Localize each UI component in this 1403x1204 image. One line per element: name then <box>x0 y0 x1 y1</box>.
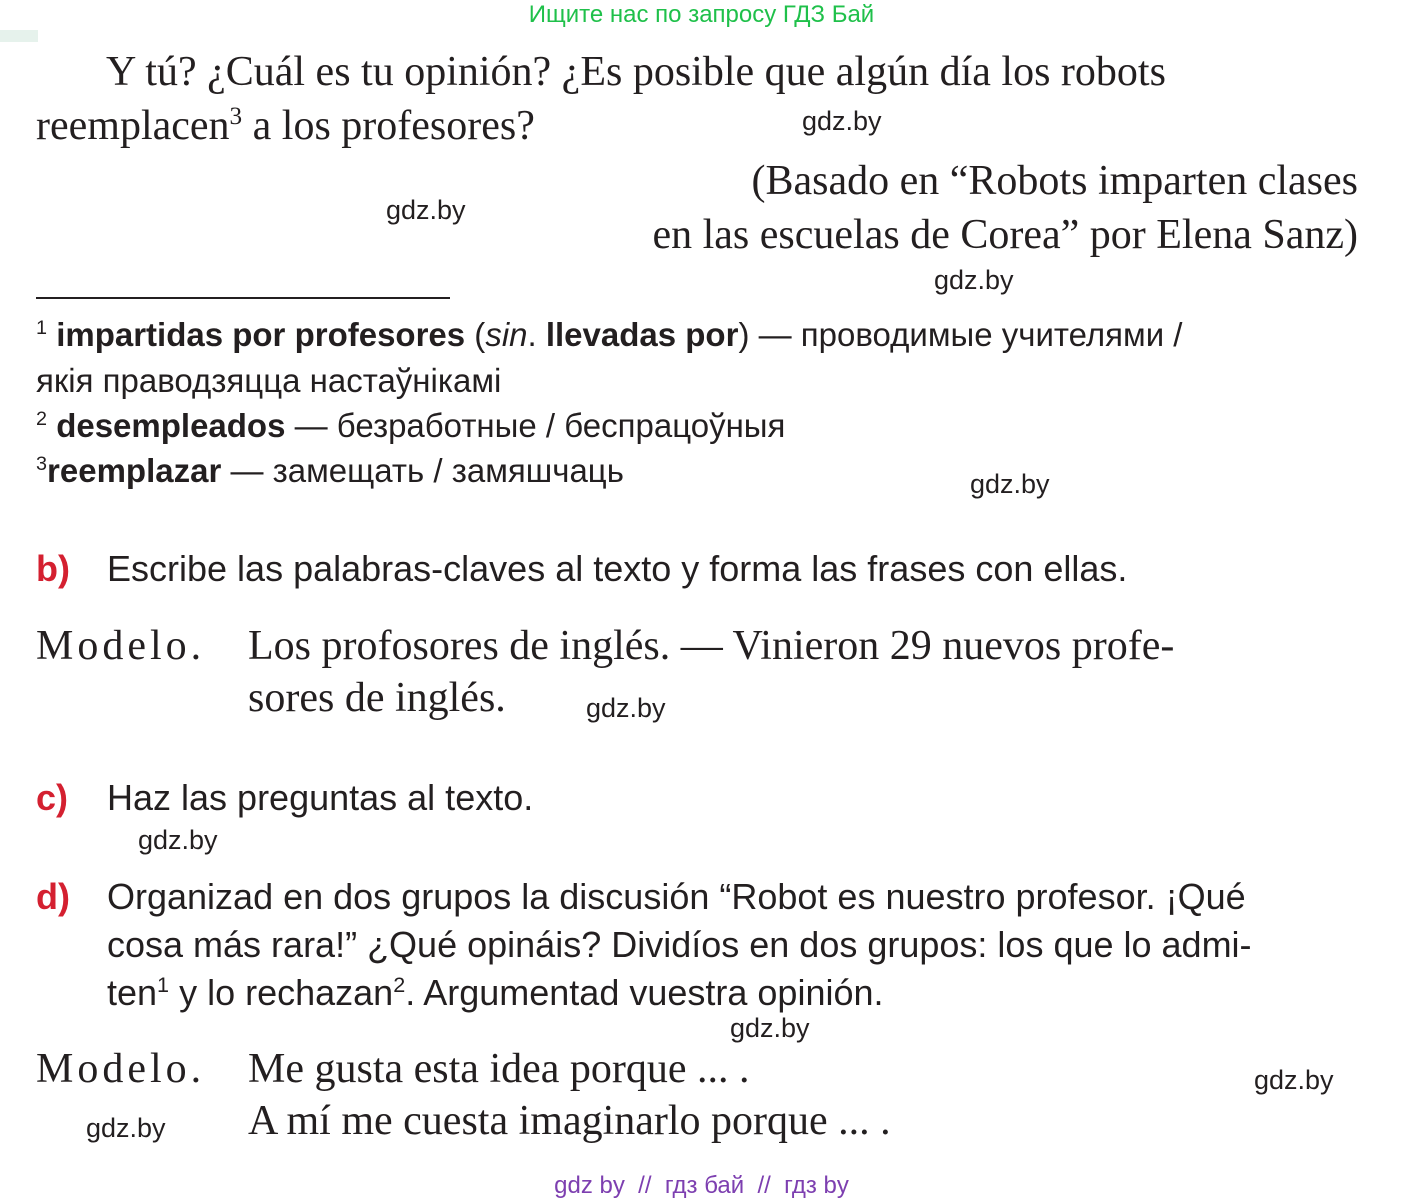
modelo-2-label: Modelo. <box>36 1046 206 1092</box>
task-d-sup-1: 1 <box>157 972 170 997</box>
watermark: gdz.by <box>970 469 1050 499</box>
modelo-2-line-2: A mí me cuesta imaginarlo porque ... . <box>248 1098 891 1144</box>
footnote-divider <box>36 297 450 299</box>
task-d-line-2: cosa más rara!” ¿Qué opináis? Dividíos en dos grupos: los que lo admi- <box>107 924 1252 965</box>
footnote-2-def: — безработные / беспрацоўныя <box>285 407 786 444</box>
footnote-1-sin: sin <box>485 316 528 353</box>
watermark: gdz.by <box>386 195 466 225</box>
modelo-2-line-1: Me gusta esta idea porque ... . <box>248 1046 750 1092</box>
task-d-line-1: Organizad en dos grupos la discusión “Robot es nuestro profesor. ¡Qué <box>107 876 1246 917</box>
watermark: gdz.by <box>586 693 666 723</box>
modelo-1-label: Modelo. <box>36 623 206 669</box>
watermark: gdz.by <box>934 265 1014 295</box>
corner-decoration <box>0 30 38 42</box>
footnote-2-num: 2 <box>36 408 48 430</box>
watermark: gdz.by <box>730 1013 810 1043</box>
modelo-1-line-1: Los profosores de inglés. — Vinieron 29 nuevos profe- <box>248 623 1175 669</box>
task-d-label: d) <box>36 876 70 917</box>
watermark: gdz.by <box>802 106 882 136</box>
modelo-1-line-2: sores de inglés. <box>248 675 506 721</box>
bottom-banner: gdz by // гдз бай // гдз by <box>554 1172 849 1199</box>
paragraph-line-1: Y tú? ¿Cuál es tu opinión? ¿Es posible que algún día los robots <box>106 49 1166 95</box>
footnote-3 <box>36 448 624 493</box>
task-c-text: Haz las preguntas al texto. <box>107 777 534 818</box>
footnote-1-synonym: llevadas por <box>545 316 739 353</box>
task-c-label: c) <box>36 777 69 818</box>
source-line-1: (Basado en “Robots imparten clases <box>751 158 1358 204</box>
watermark: gdz.by <box>86 1113 166 1143</box>
task-d-line-3-c: . Argumentad vuestra opinión. <box>405 972 884 1013</box>
footnote-ref-3: 3 <box>229 103 243 130</box>
task-b-text: Escribe las palabras-claves al texto y forma las frases con ellas. <box>107 548 1128 589</box>
top-banner: Ищите нас по запросу ГДЗ Бай <box>528 1 875 28</box>
footnote-3-def: — замещать / замяшчаць <box>221 452 624 489</box>
footnote-3-term: reemplazar <box>47 452 222 489</box>
word-reemplacen: reemplacen <box>36 103 230 149</box>
task-d-line-3-a: ten <box>107 972 158 1013</box>
footnote-1-term: impartidas por profesores <box>56 316 466 353</box>
source-line-2: en las escuelas de Corea” por Elena Sanz) <box>652 212 1358 258</box>
footnote-1-open: ( <box>465 316 486 353</box>
watermark: gdz.by <box>138 825 218 855</box>
footnote-1-def: — проводимые учителями / <box>749 316 1183 353</box>
task-b-label: b) <box>36 548 70 589</box>
footnote-1-dot: . <box>527 316 546 353</box>
footnote-2 <box>36 403 785 448</box>
paragraph-line-2-rest: a los profesores? <box>242 103 535 149</box>
footnote-3-num: 3 <box>36 453 48 475</box>
footnote-1-line-2: якія праводзяцца настаўнікамі <box>36 362 502 399</box>
task-d-line-3 <box>107 972 884 1014</box>
footnote-2-term: desempleados <box>56 407 286 444</box>
footnote-1 <box>36 312 1182 357</box>
task-d-sup-2: 2 <box>393 972 406 997</box>
task-d-line-3-b: y lo rechazan <box>169 972 394 1013</box>
paragraph-line-2 <box>36 99 535 153</box>
footnote-1-num: 1 <box>36 317 48 339</box>
footnote-1-close: ) <box>738 316 750 353</box>
watermark: gdz.by <box>1254 1065 1334 1095</box>
